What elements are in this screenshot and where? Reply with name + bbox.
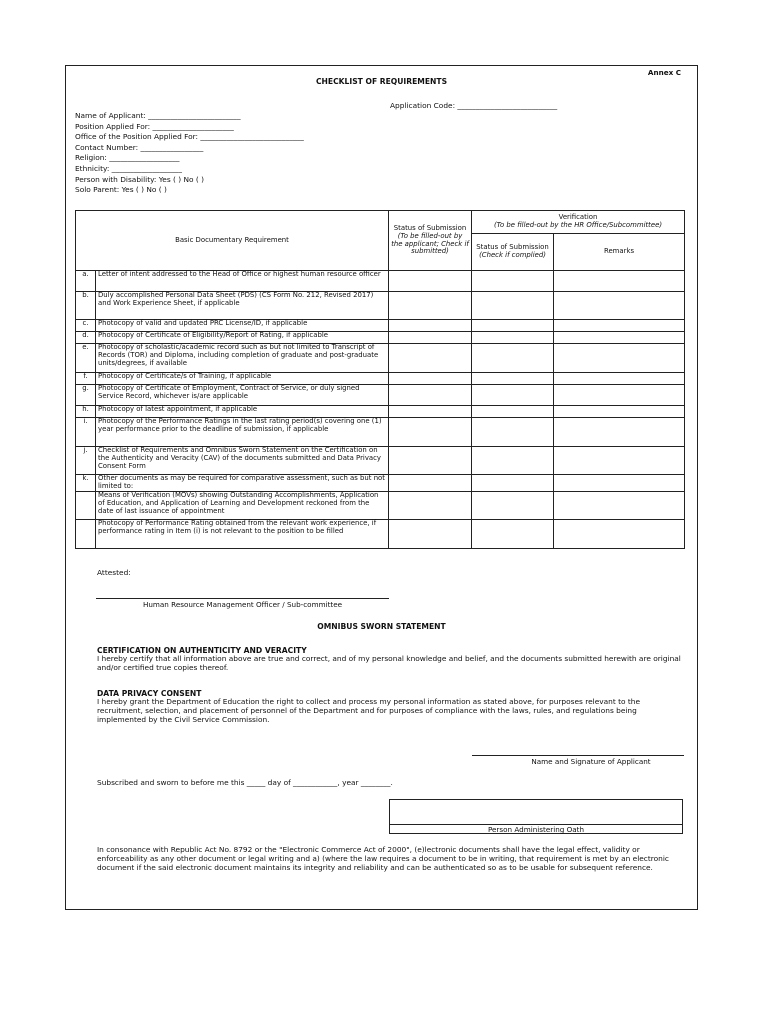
requirement-letter: d. xyxy=(76,332,96,344)
checklist-title: CHECKLIST OF REQUIREMENTS xyxy=(315,77,448,86)
requirement-row xyxy=(76,418,685,447)
requirement-text: Photocopy of Performance Rating obtained from the relevant work experience, if performance rating in Item (i) is not relevant to the position to be filled xyxy=(96,520,389,549)
verification-status-cell[interactable] xyxy=(472,447,554,475)
applicant-signature-label: Name and Signature of Applicant xyxy=(531,757,651,766)
requirement-row xyxy=(76,475,685,492)
remarks-cell[interactable] xyxy=(554,385,685,406)
status-submission-header: Status of Submission (To be filled-out by the applicant; Check if submitted) xyxy=(389,211,472,271)
applicant-status-cell[interactable] xyxy=(389,385,472,406)
requirement-text: Means of Verification (MOVs) showing Outstanding Accomplishments, Application of Education, and Application of Learning and Development reckoned from the date of last issuance of appointment xyxy=(96,492,389,520)
applicant-status-cell[interactable] xyxy=(389,406,472,418)
requirement-row xyxy=(76,332,685,344)
document-page xyxy=(65,65,698,910)
requirement-letter xyxy=(76,520,96,549)
remarks-cell[interactable] xyxy=(554,418,685,447)
applicant-status-cell[interactable] xyxy=(389,492,472,520)
requirement-text: Photocopy of the Performance Ratings in the last rating period(s) covering one (1) year performance prior to the deadline of submission, if applicable xyxy=(96,418,389,447)
applicant-status-cell[interactable] xyxy=(389,447,472,475)
verification-status-cell[interactable] xyxy=(472,475,554,492)
requirement-letter: g. xyxy=(76,385,96,406)
remarks-cell[interactable] xyxy=(554,406,685,418)
requirement-text: Duly accomplished Personal Data Sheet (PDS) (CS Form No. 212, Revised 2017) and Work Experience Sheet, if applicable xyxy=(96,292,389,320)
privacy-text: I hereby grant the Department of Education the right to collect and process my personal information as stated above, for purposes relevant to the recruitment, selection, and placement of personnel of the Department and for purposes of compliance with the laws, rules, and regulations being implemented by the Civil Service Commission. xyxy=(97,697,641,724)
applicant-status-cell[interactable] xyxy=(389,373,472,385)
verification-status-cell[interactable] xyxy=(472,492,554,520)
requirement-letter: k. xyxy=(76,475,96,492)
verification-status-cell[interactable] xyxy=(472,320,554,332)
requirement-row xyxy=(76,271,685,292)
oath-label: Person Administering Oath xyxy=(487,825,585,834)
hrmo-label: Human Resource Management Officer / Sub-committee xyxy=(142,600,343,609)
contact-number-field[interactable]: Contact Number: _________________ xyxy=(75,142,204,152)
requirement-letter xyxy=(76,492,96,520)
omnibus-title: OMNIBUS SWORN STATEMENT xyxy=(317,622,446,631)
requirement-letter: h. xyxy=(76,406,96,418)
requirement-text: Other documents as may be required for comparative assessment, such as but not limited to: xyxy=(96,475,389,492)
applicant-status-cell[interactable] xyxy=(389,344,472,373)
requirement-text: Photocopy of Certificate of Employment, Contract of Service, or duly signed Service Record, whichever is/are applicable xyxy=(96,385,389,406)
applicant-name-field[interactable]: Name of Applicant: _________________________ xyxy=(75,111,241,120)
certification-text: I hereby certify that all information above are true and correct, and of my personal knowledge and belief, and the documents submitted herewith are original and/or certified true copies thereof. xyxy=(97,654,681,672)
requirement-text: Photocopy of Certificate/s of Training, if applicable xyxy=(96,373,389,385)
verification-status-cell[interactable] xyxy=(472,344,554,373)
requirement-row xyxy=(76,447,685,475)
applicant-status-cell[interactable] xyxy=(389,320,472,332)
remarks-cell[interactable] xyxy=(554,332,685,344)
remarks-cell[interactable] xyxy=(554,271,685,292)
solo-parent-field[interactable]: Solo Parent: Yes ( ) No ( ) xyxy=(75,185,167,195)
privacy-heading: DATA PRIVACY CONSENT xyxy=(97,689,202,698)
applicant-status-cell[interactable] xyxy=(389,475,472,492)
requirement-row xyxy=(76,406,685,418)
remarks-cell[interactable] xyxy=(554,520,685,549)
verification-header: Verification (To be filled-out by the HR Office/Subcommittee) xyxy=(472,211,685,234)
remarks-cell[interactable] xyxy=(554,447,685,475)
requirement-row xyxy=(76,373,685,385)
remarks-header: Remarks xyxy=(554,234,685,271)
verification-status-cell[interactable] xyxy=(472,520,554,549)
requirement-text: Photocopy of latest appointment, if applicable xyxy=(96,406,389,418)
applicant-status-cell[interactable] xyxy=(389,271,472,292)
requirement-letter: b. xyxy=(76,292,96,320)
requirement-text: Letter of intent addressed to the Head of Office or highest human resource officer xyxy=(96,271,389,292)
office-position-field[interactable]: Office of the Position Applied For: ____________________________ xyxy=(75,132,304,142)
remarks-cell[interactable] xyxy=(554,475,685,492)
applicant-status-cell[interactable] xyxy=(389,418,472,447)
applicant-info xyxy=(75,111,304,196)
verification-status-cell[interactable] xyxy=(472,332,554,344)
remarks-cell[interactable] xyxy=(554,373,685,385)
requirement-letter: f. xyxy=(76,373,96,385)
verification-status-cell[interactable] xyxy=(472,271,554,292)
religion-field[interactable]: Religion: ___________________ xyxy=(75,153,180,163)
certification-heading: CERTIFICATION ON AUTHENTICITY AND VERACITY xyxy=(97,646,307,655)
verification-status-cell[interactable] xyxy=(472,418,554,447)
requirement-row xyxy=(76,320,685,332)
requirement-text: Photocopy of valid and updated PRC License/ID, if applicable xyxy=(96,320,389,332)
requirement-letter: j. xyxy=(76,447,96,475)
requirement-letter: e. xyxy=(76,344,96,373)
remarks-cell[interactable] xyxy=(554,492,685,520)
requirements-table xyxy=(75,210,685,549)
remarks-cell[interactable] xyxy=(554,292,685,320)
requirement-row xyxy=(76,344,685,373)
subscribed-statement: Subscribed and sworn to before me this _____ day of ____________, year ________. xyxy=(97,778,393,787)
applicant-status-cell[interactable] xyxy=(389,332,472,344)
requirement-header: Basic Documentary Requirement xyxy=(76,211,389,271)
requirement-row xyxy=(76,292,685,320)
remarks-cell[interactable] xyxy=(554,344,685,373)
remarks-cell[interactable] xyxy=(554,320,685,332)
requirement-row xyxy=(76,492,685,520)
application-code-field[interactable]: Application Code: ___________________________ xyxy=(390,101,558,110)
requirement-row xyxy=(76,520,685,549)
disability-field[interactable]: Person with Disability: Yes ( ) No ( ) xyxy=(75,174,205,184)
applicant-signature-line[interactable] xyxy=(472,755,684,756)
verification-status-cell[interactable] xyxy=(472,385,554,406)
verification-status-cell[interactable] xyxy=(472,406,554,418)
ethnicity-field[interactable]: Ethnicity: ___________________ xyxy=(75,163,182,173)
ecommerce-act-note: In consonance with Republic Act No. 8792 or the "Electronic Commerce Act of 2000", (e)lectronic documents shall have the legal effect, validity or enforceability as any other document or legal writing and a) (where the law requires a document to be in writing, that requirement is met by an electronic document if the said electronic document maintains its integrity and reliability and can be authenticated so as to be usable for subsequent reference. xyxy=(97,845,669,872)
requirement-text: Photocopy of Certificate of Eligibility/Report of Rating, if applicable xyxy=(96,332,389,344)
oath-box[interactable] xyxy=(389,799,683,834)
applicant-status-cell[interactable] xyxy=(389,520,472,549)
annex-label: Annex C xyxy=(647,68,681,77)
verification-status-cell[interactable] xyxy=(472,292,554,320)
applicant-status-cell[interactable] xyxy=(389,292,472,320)
requirement-letter: a. xyxy=(76,271,96,292)
requirement-letter: c. xyxy=(76,320,96,332)
requirement-text: Photocopy of scholastic/academic record such as but not limited to Transcript of Records (TOR) and Diploma, including completion of graduate and post-graduate units/degrees, if available xyxy=(96,344,389,373)
verification-status-cell[interactable] xyxy=(472,373,554,385)
requirement-letter: i. xyxy=(76,418,96,447)
position-applied-field[interactable]: Position Applied For: ______________________ xyxy=(75,121,234,131)
verification-status-header: Status of Submission (Check if complied) xyxy=(472,234,554,271)
requirement-row xyxy=(76,385,685,406)
attested-label: Attested: xyxy=(97,568,131,577)
hrmo-signature-line[interactable] xyxy=(96,598,389,599)
requirement-text: Checklist of Requirements and Omnibus Sworn Statement on the Certification on the Authenticity and Veracity (CAV) of the documents submitted and Data Privacy Consent Form xyxy=(96,447,389,475)
